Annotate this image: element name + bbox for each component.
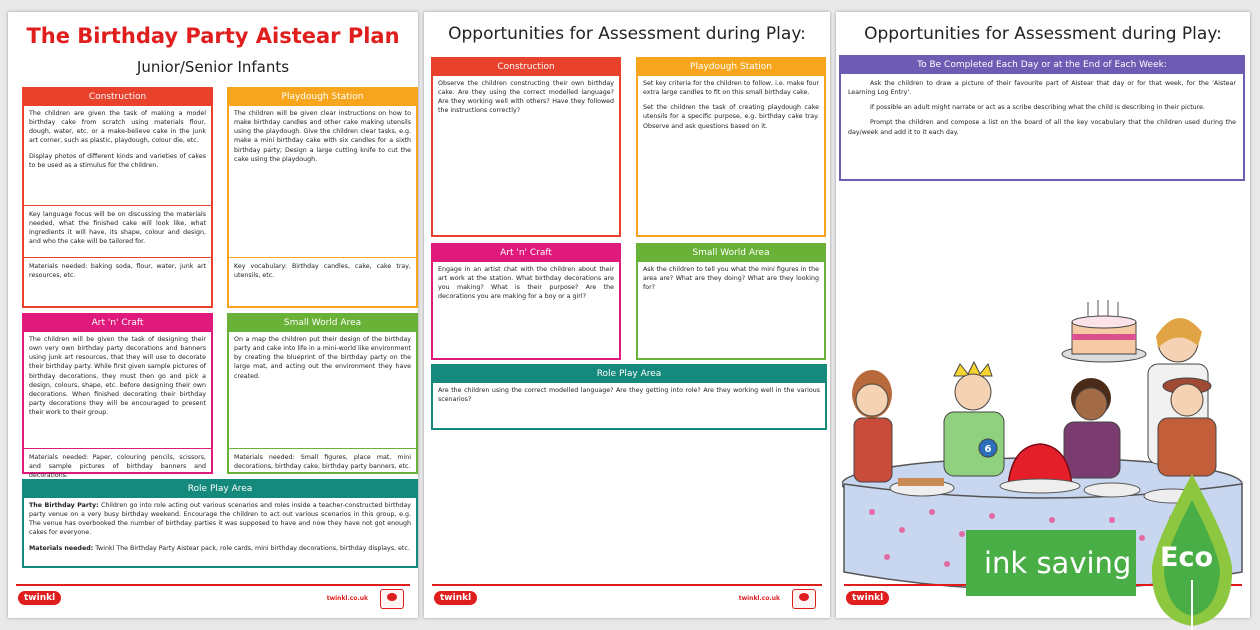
- box-heading: Playdough Station: [638, 59, 824, 76]
- box-text: The children will be given the task of designing their own very own birthday party decorations and banners using junk art resources, that they will use to decorate their birthday party. While first given sample pictures of birthday decorations, they must then go and pick a design, colours, shape, etc. before designing their own decorations. When finished decorating their birthday party decorations they will be encouraged to present their work to their group.: [29, 336, 206, 416]
- plan-page: [8, 12, 418, 618]
- box-text: Ask the children to tell you what the mini figures in the area are? What are they doing? What are they looking for?: [643, 266, 819, 292]
- construction-para-2: Display photos of different kinds and varieties of cakes to be used as a stimulus for the children.: [29, 152, 206, 169]
- divider: [24, 448, 211, 449]
- quality-seal-icon: [380, 589, 404, 609]
- materials-text: Materials needed: Small figures, place mat, mini decorations, birthday cake, birthday party banners, etc.: [234, 454, 411, 471]
- box-text: Observe the children constructing their own birthday cake. Are they using the correct modelled language? Are they working well with others? Have they followed the instructions correctly?: [438, 80, 614, 115]
- box-heading: To Be Completed Each Day or at the End of Each Week:: [841, 57, 1243, 74]
- daily-item: Ask the children to draw a picture of their favourite part of Aistear that day or for that week, for the 'Aistear Learning Log Entry'.: [848, 80, 1236, 97]
- assessment-page: [424, 12, 830, 618]
- daily-assessment-box: [839, 55, 1245, 181]
- twinkl-logo: twinkl: [846, 591, 889, 605]
- playdough-para-1: Set key criteria for the children to follow, i.e. make four extra large candles to fit on this small birthday cake.: [643, 80, 819, 97]
- quality-seal-icon: [792, 589, 816, 609]
- artcraft-box: [431, 243, 621, 360]
- twinkl-logo: twinkl: [18, 591, 61, 605]
- box-text: The children will be given clear instructions on how to make birthday candles and other cake making utensils using the playdough. Give the children clear tasks, e.g. make a mini birthday cake with six candles for a sixth birthday party; Design a large cutting knife to cut the cake using the playdough.: [234, 110, 411, 163]
- box-heading: Small World Area: [229, 315, 416, 332]
- box-text: [24, 106, 211, 179]
- roleplay-bold-2: Materials needed:: [29, 544, 94, 552]
- box-text: [24, 498, 416, 562]
- box-text: On a map the children put their design of the birthday party and cake into life in a mini-world like environment by creating the blueprint of the birthday party on the large mat, and acting out the environment they have created.: [234, 336, 411, 380]
- box-heading: Playdough Station: [229, 89, 416, 106]
- footer-url: twinkl.co.uk: [326, 595, 368, 602]
- construction-para-1: The children are given the task of making a model birthday cake from scratch using materials flour, dough, water, etc. or a make-believe cake in the junk art corner, such as plastic, playdough, colour die, etc.: [29, 110, 206, 145]
- page-footer: [16, 584, 410, 612]
- divider: [229, 448, 416, 449]
- box-text: [841, 74, 1243, 148]
- divider: [229, 257, 416, 258]
- daily-item: If possible an adult might narrate or act as a scribe describing what the child is describing in their picture.: [870, 104, 1206, 112]
- roleplay-box: [431, 364, 827, 430]
- roleplay-box: [22, 479, 418, 568]
- box-heading: Art 'n' Craft: [433, 245, 619, 262]
- box-heading: Role Play Area: [433, 366, 825, 383]
- eco-label: Eco: [1160, 542, 1213, 573]
- footer-url: twinkl.co.uk: [738, 595, 780, 602]
- divider: [24, 205, 211, 206]
- page-footer: [432, 584, 822, 612]
- twinkl-logo: twinkl: [434, 591, 477, 605]
- divider: [24, 257, 211, 258]
- playdough-box: [227, 87, 418, 308]
- box-heading: Small World Area: [638, 245, 824, 262]
- badge-number: 6: [984, 444, 992, 455]
- materials-text: Materials needed: Paper, colouring pencils, scissors, and sample pictures of birthday banners and decorations.: [29, 454, 206, 480]
- page-title: Opportunities for Assessment during Play:: [448, 24, 806, 44]
- smallworld-box: [636, 243, 826, 360]
- ink-saving-label: ink saving: [966, 530, 1136, 596]
- materials-text: Materials needed: baking soda, flour, water, junk art resources, etc.: [29, 263, 206, 280]
- box-text: [638, 76, 824, 140]
- box-text: Engage in an artist chat with the children about their art work at the station. What birthday decorations are you making? What is their purpose? Are the decorations you are making for a boy or a girl?: [438, 266, 614, 301]
- construction-box: [431, 57, 621, 237]
- language-focus-text: Key language focus will be on discussing the materials needed, what the finished cake will look like, what ingredients it will have, its shape, colour and design, and who the cake will be tailored for.: [29, 211, 206, 246]
- roleplay-text-1: Children go into role acting out various scenarios and roles inside a teacher-constructed birthday party venue on a very busy birthday weekend. Encourage the children to act out various scenarios in this group, e.g. The venue has overbooked the number of birthday parties it was supposed to have and now they have not got enough cakes for everyone.: [29, 502, 412, 537]
- roleplay-text-2: Twinkl The Birthday Party Aistear pack, role cards, mini birthday decorations, birthday displays, etc.: [93, 544, 410, 552]
- vocab-text: Key vocabulary: Birthday candles, cake, cake tray, utensils, etc.: [234, 263, 411, 280]
- box-heading: Role Play Area: [24, 481, 416, 498]
- playdough-para-2: Set the children the task of creating playdough cake utensils for a specific purpose, e.g. birthday cake tray. Observe and ask questions based on it.: [643, 104, 819, 130]
- smallworld-box: [227, 313, 418, 474]
- box-heading: Construction: [24, 89, 211, 106]
- page-subtitle: Junior/Senior Infants: [136, 58, 290, 76]
- construction-box: [22, 87, 213, 308]
- box-heading: Construction: [433, 59, 619, 76]
- box-heading: Art 'n' Craft: [24, 315, 211, 332]
- daily-item: Prompt the children and compose a list on the board of all the key vocabulary that the children used during the day/week and add it to it each day.: [848, 119, 1236, 136]
- page-title: The Birthday Party Aistear Plan: [26, 24, 400, 48]
- box-text: Are the children using the correct modelled language? Are they getting into role? Are they working well in the various scenarios?: [438, 387, 820, 404]
- playdough-box: [636, 57, 826, 237]
- page-title: Opportunities for Assessment during Play:: [864, 24, 1222, 44]
- artcraft-box: [22, 313, 213, 480]
- roleplay-bold-1: The Birthday Party:: [29, 502, 99, 509]
